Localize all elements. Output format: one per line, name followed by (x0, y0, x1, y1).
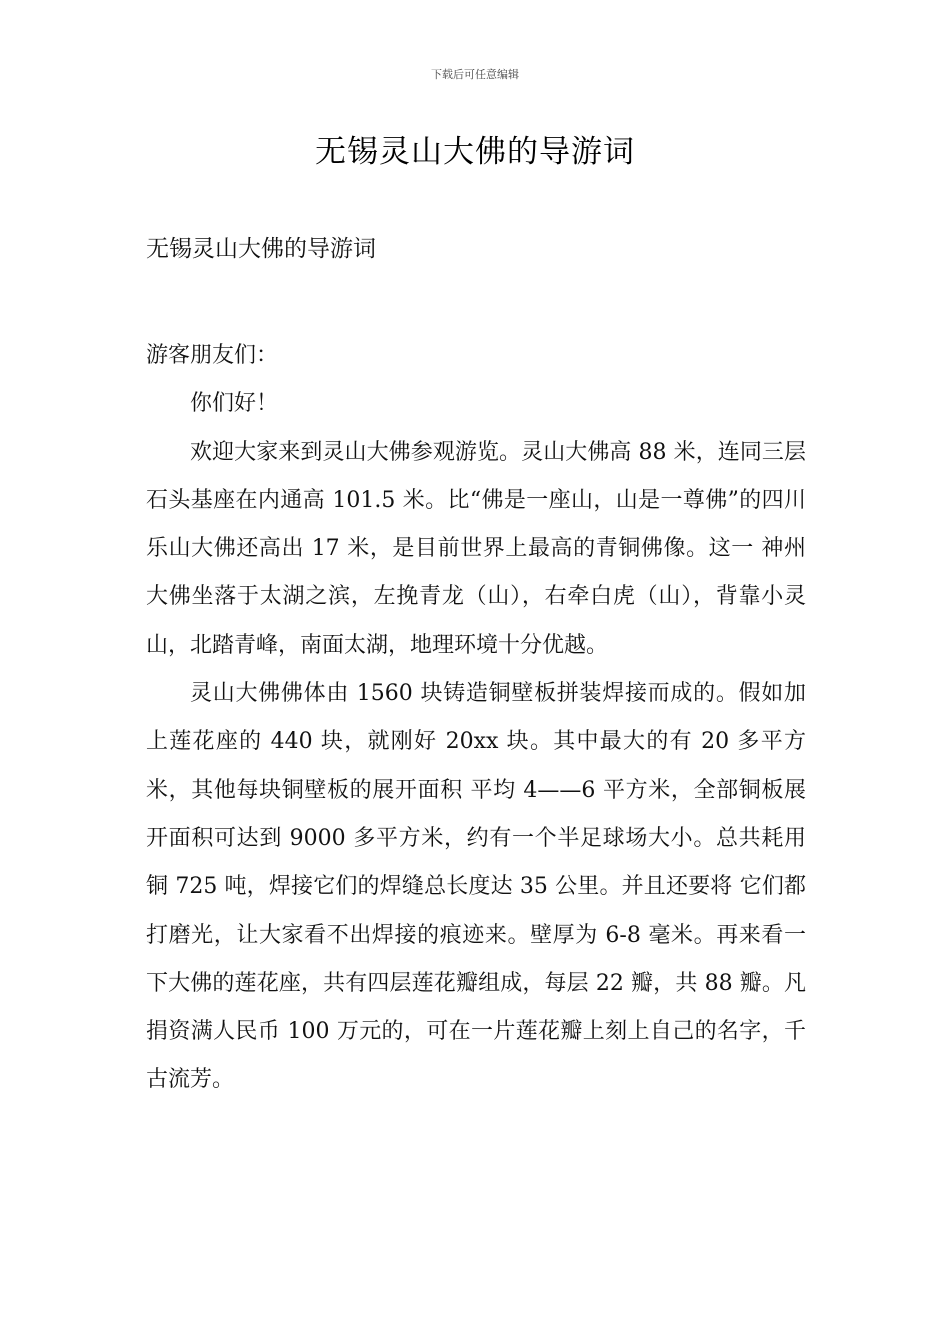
paragraph: 欢迎大家来到灵山大佛参观游览。灵山大佛高 88 米，连同三层石头基座在内通高 101.5 米。比“佛是一座山，山是一尊佛”的四川乐山大佛还高出 17 米，是目前世界上最高的青铜佛像。这一 神州大佛坐落于太湖之滨，左挽青龙（山），右牵白虎（山），背靠小灵山，北踏青峰，南面太湖，地理环境十分优越。 (146, 439, 806, 658)
paragraph: 灵山大佛佛体由 1560 块铸造铜壁板拼装焊接而成的。假如加上莲花座的 440 块，就刚好 20xx 块。其中最大的有 20 多平方米，其他每块铜壁板的展开面积 平均 4——6 平方米，全部铜板展开面积可达到 9000 多平方米，约有一个半足球场大小。总共耗用铜 725 吨，焊接它们的焊缝总长度达 35 公里。并且还要将 它们都打磨光，让大家看不出焊接的痕迹来。壁厚为 6-8 毫米。再来看一下大佛的莲花座，共有四层莲花瓣组成，每层 22 瓣，共 88 瓣。凡捐资满人民币 100 万元的，可在一片莲花瓣上刻上自己的名字，千古流芳。 (146, 681, 806, 1093)
paragraph: 你们好！ (190, 391, 279, 417)
greeting: 游客朋友们： (146, 343, 279, 368)
document-title: 无锡灵山大佛的导游词 (315, 134, 635, 170)
header-note: 下载后可任意编辑 (431, 68, 519, 81)
document-body (146, 332, 806, 1105)
document-subtitle: 无锡灵山大佛的导游词 (146, 236, 376, 262)
